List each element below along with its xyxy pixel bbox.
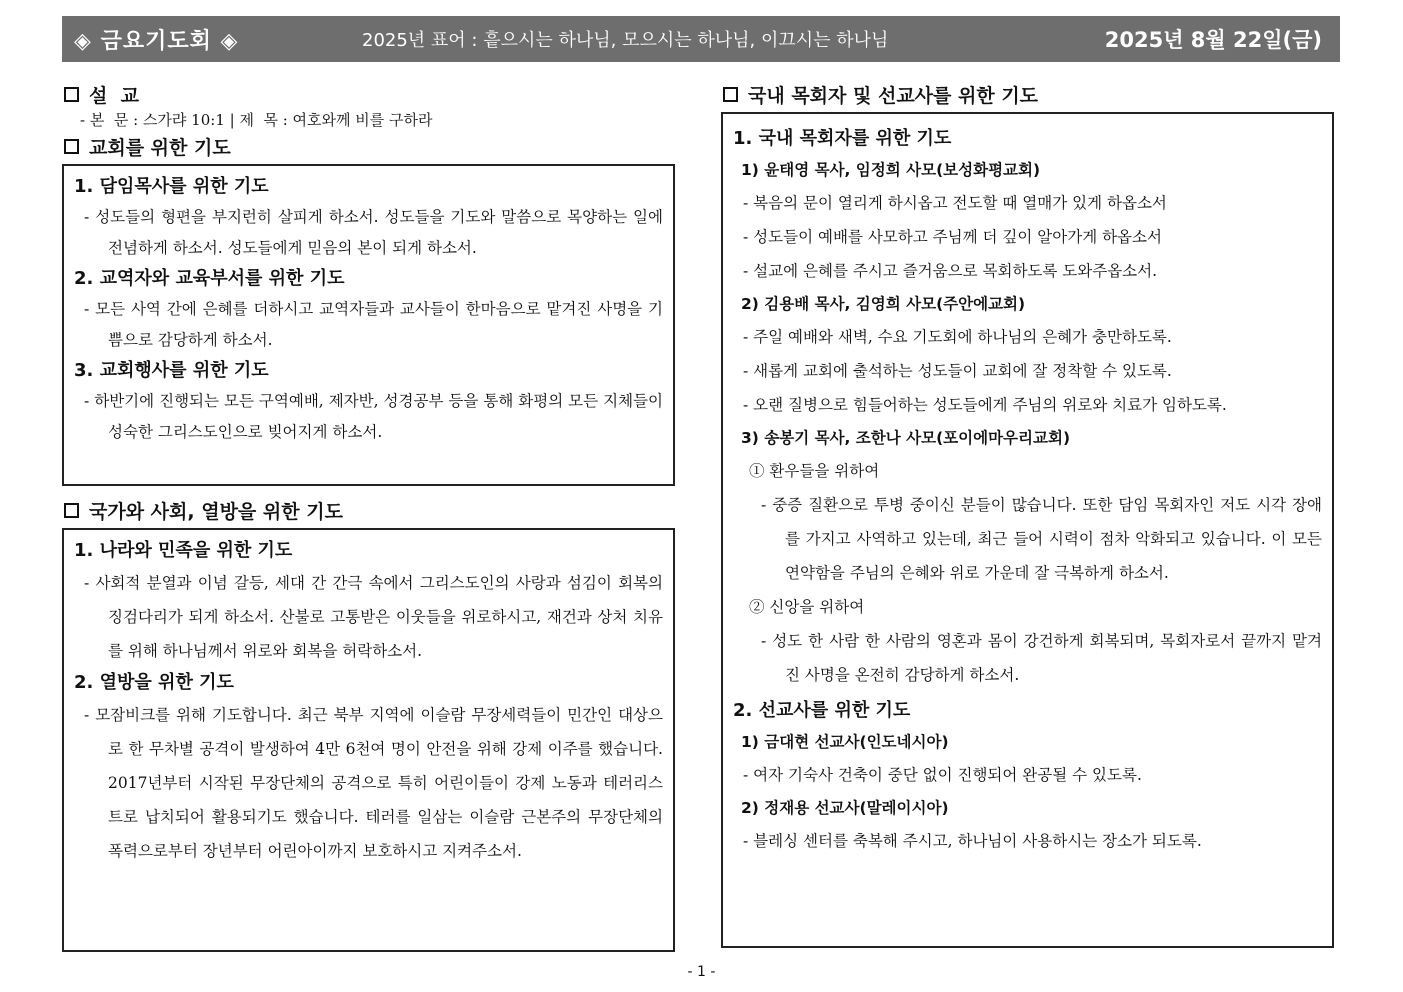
prayer-line: - 블레싱 센터를 축복해 주시고, 하나님이 사용하시는 장소가 되도록. <box>743 832 1202 850</box>
section-heading-sermon <box>62 80 675 108</box>
prayer-item-title: 2. 교역자와 교육부서를 위한 기도 <box>74 268 345 289</box>
bulletin-title: ◈ 금요기도회 ◈ <box>74 28 239 54</box>
section-heading-pastors-missionaries <box>721 80 1334 108</box>
church-prayer-box <box>62 164 675 486</box>
prayer-item-text: - 모든 사역 간에 은혜를 더하시고 교역자들과 교사들이 한마음으로 맡겨진 사명을 기쁨으로 감당하게 하소서. <box>84 300 663 349</box>
page-number: - 1 - <box>687 964 716 980</box>
prayer-line: - 새롭게 교회에 출석하는 성도들이 교회에 잘 정착할 수 있도록. <box>743 362 1172 380</box>
prayer-item-text: - 모잠비크를 위해 기도합니다. 최근 북부 지역에 이슬람 무장세력들이 민간인 대상으로 한 무차별 공격이 발생하여 4만 6천여 명이 안전을 위해 강제 이주를 했습니다. 2017년부터 시작된 무장단체의 공격으로 특히 어린이들이 강제 노동과 테러리스트로 납치되어 활용되기도 했습니다. 테러를 일삼는 이슬람 근본주의 무장단체의 폭력으로부터 장년부터 어린아이까지 보호하시고 지켜주소서. <box>84 706 663 860</box>
prayer-line: - 설교에 은혜를 주시고 즐거움으로 목회하도록 도와주옵소서. <box>743 262 1158 280</box>
prayer-line: - 여자 기숙사 건축이 중단 없이 진행되어 완공될 수 있도록. <box>743 766 1142 784</box>
pastor-name: 3) 송봉기 목사, 조한나 사모(포이에마우리교회) <box>741 429 1071 447</box>
prayer-line: - 중증 질환으로 투병 중이신 분들이 많습니다. 또한 담임 목회자인 저도 시각 장애를 가지고 사역하고 있는데, 최근 들어 시력이 점차 악화되고 있습니다. 이 모든 연약함을 주님의 은혜와 위로 가운데 잘 극복하게 하소서. <box>761 496 1322 582</box>
section-heading-nation <box>62 496 675 524</box>
prayer-item-title: 1. 나라와 민족을 위한 기도 <box>74 540 293 561</box>
prayer-subtopic: ① 환우들을 위하여 <box>749 462 880 480</box>
prayer-line: - 오랜 질병으로 힘들어하는 성도들에게 주님의 위로와 치료가 임하도록. <box>743 396 1227 414</box>
left-column <box>62 80 675 952</box>
pastor-name: 2) 김용배 목사, 김영희 사모(주안에교회) <box>741 295 1026 313</box>
prayer-line: - 성도들이 예배를 사모하고 주님께 더 깊이 알아가게 하옵소서 <box>743 228 1162 246</box>
checkbox-square-icon <box>64 503 79 518</box>
pastor-name: 1) 윤태영 목사, 임정희 사모(보성화평교회) <box>741 161 1041 179</box>
prayer-subtopic: ② 신앙을 위하여 <box>749 598 865 616</box>
prayer-item-title: 1. 담임목사를 위한 기도 <box>74 176 269 197</box>
prayer-line: - 주일 예배와 새벽, 수요 기도회에 하나님의 은혜가 충만하도록. <box>743 328 1172 346</box>
prayer-line: - 복음의 문이 열리게 하시옵고 전도할 때 열매가 있게 하옵소서 <box>743 194 1167 212</box>
bulletin-date: 2025년 8월 22일(금) <box>1104 28 1322 52</box>
section-heading-label: 국내 목회자 및 선교사를 위한 기도 <box>748 84 1039 107</box>
header-bar <box>62 16 1340 62</box>
pastors-missionaries-box <box>721 112 1334 948</box>
year-motto: 2025년 표어 : 흩으시는 하나님, 모으시는 하나님, 이끄시는 하나님 <box>362 30 889 51</box>
checkbox-square-icon <box>64 87 79 102</box>
section-heading-label: 교회를 위한 기도 <box>89 136 231 159</box>
right-column <box>721 80 1334 948</box>
checkbox-square-icon <box>64 139 79 154</box>
section-heading-label: 설 교 <box>89 84 139 107</box>
sermon-info: - 본 문 : 스가랴 10:1 | 제 목 : 여호와께 비를 구하라 <box>80 111 433 129</box>
prayer-line: - 성도 한 사람 한 사람의 영혼과 몸이 강건하게 회복되며, 목회자로서 끝까지 맡겨진 사명을 온전히 감당하게 하소서. <box>761 632 1322 684</box>
missionary-name: 2) 정재용 선교사(말레이시아) <box>741 799 949 817</box>
prayer-item-title: 2. 선교사를 위한 기도 <box>733 700 911 721</box>
prayer-item-title: 3. 교회행사를 위한 기도 <box>74 360 269 381</box>
prayer-item-text: - 성도들의 형편을 부지런히 살피게 하소서. 성도들을 기도와 말씀으로 목양하는 일에 전념하게 하소서. 성도들에게 믿음의 본이 되게 하소서. <box>84 208 663 257</box>
prayer-item-text: - 하반기에 진행되는 모든 구역예배, 제자반, 성경공부 등을 통해 화평의 모든 지체들이 성숙한 그리스도인으로 빚어지게 하소서. <box>84 392 663 441</box>
missionary-name: 1) 금대현 선교사(인도네시아) <box>741 733 949 751</box>
section-heading-church <box>62 132 675 160</box>
prayer-item-title: 2. 열방을 위한 기도 <box>74 672 234 693</box>
section-heading-label: 국가와 사회, 열방을 위한 기도 <box>89 500 343 523</box>
nation-prayer-box <box>62 528 675 952</box>
prayer-item-title: 1. 국내 목회자를 위한 기도 <box>733 128 952 149</box>
checkbox-square-icon <box>723 87 738 102</box>
prayer-item-text: - 사회적 분열과 이념 갈등, 세대 간 간극 속에서 그리스도인의 사랑과 섬김이 회복의 징검다리가 되게 하소서. 산불로 고통받은 이웃들을 위로하시고, 재건과 상처 치유를 위해 하나님께서 위로와 회복을 허락하소서. <box>84 574 663 660</box>
